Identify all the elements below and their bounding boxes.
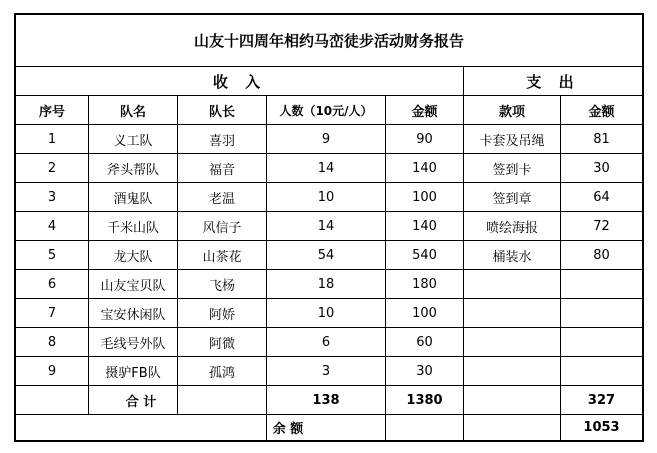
cell-expense-item bbox=[464, 270, 560, 298]
cell-expense-item: 签到章 bbox=[492, 191, 532, 207]
cell-people: 54 bbox=[317, 247, 335, 263]
cell-people: 10 bbox=[317, 189, 335, 205]
cell-income-amount: 140 bbox=[412, 218, 437, 234]
header-people: 人数（10元/人） bbox=[279, 103, 373, 118]
cell-people: 18 bbox=[317, 276, 335, 292]
cell-expense-item bbox=[464, 328, 560, 356]
cell-expense-item bbox=[464, 357, 560, 385]
cell-team: 毛线号外队 bbox=[100, 336, 166, 352]
cell-captain: 福音 bbox=[208, 162, 235, 178]
cell-team: 义工队 bbox=[113, 133, 153, 149]
cell-captain: 老温 bbox=[208, 191, 235, 207]
cell-expense-amount bbox=[561, 357, 642, 385]
cell-income-amount: 140 bbox=[412, 160, 437, 176]
cell-expense-amount bbox=[561, 328, 642, 356]
cell-expense-amount: 80 bbox=[593, 247, 610, 263]
cell-expense-item: 签到卡 bbox=[492, 162, 532, 178]
header-income-amount: 金额 bbox=[411, 104, 438, 120]
cell-expense-item: 桶装水 bbox=[492, 249, 532, 265]
header-expense-item: 款项 bbox=[498, 104, 525, 120]
cell-expense-amount: 72 bbox=[593, 218, 610, 234]
cell-income-amount: 100 bbox=[412, 189, 437, 205]
cell-income-amount: 540 bbox=[412, 247, 437, 263]
header-team: 队名 bbox=[119, 104, 146, 120]
cell-seq: 2 bbox=[47, 160, 57, 176]
cell-expense-amount: 64 bbox=[593, 189, 610, 205]
cell-captain: 阿微 bbox=[208, 336, 235, 352]
cell-team: 山友宝贝队 bbox=[100, 278, 166, 294]
cell-seq: 5 bbox=[47, 247, 57, 263]
header-expense-amount: 金额 bbox=[588, 104, 615, 120]
cell-expense-amount: 30 bbox=[593, 160, 610, 176]
cell-expense-item: 喷绘海报 bbox=[485, 220, 538, 236]
cell-expense-amount: 81 bbox=[593, 131, 610, 147]
cell-income-amount: 90 bbox=[416, 131, 433, 147]
cell-seq: 9 bbox=[47, 363, 57, 379]
cell-seq: 8 bbox=[47, 334, 57, 350]
cell-people: 14 bbox=[317, 160, 335, 176]
cell-seq: 3 bbox=[47, 189, 57, 205]
balance-label: 余 额 bbox=[272, 422, 304, 437]
cell-captain: 阿娇 bbox=[208, 307, 235, 323]
cell-expense-item: 卡套及吊绳 bbox=[479, 133, 545, 149]
total-label: 合 计 bbox=[125, 394, 157, 410]
cell-expense-amount bbox=[561, 270, 642, 298]
cell-people: 14 bbox=[317, 218, 335, 234]
total-expense-amount: 327 bbox=[587, 392, 616, 408]
cell-seq: 1 bbox=[47, 131, 57, 147]
cell-seq: 4 bbox=[47, 218, 57, 234]
expense-section-label: 支 出 bbox=[526, 72, 580, 91]
cell-people: 10 bbox=[317, 305, 335, 321]
header-seq: 序号 bbox=[38, 104, 65, 120]
cell-people: 6 bbox=[321, 334, 331, 350]
cell-captain: 山茶花 bbox=[202, 249, 242, 265]
cell-captain: 飞杨 bbox=[208, 278, 235, 294]
cell-people: 3 bbox=[321, 363, 331, 379]
cell-people: 9 bbox=[321, 131, 331, 147]
cell-captain: 风信子 bbox=[202, 220, 242, 236]
cell-expense-item bbox=[464, 299, 560, 327]
total-people: 138 bbox=[312, 392, 340, 408]
cell-seq: 6 bbox=[47, 276, 57, 292]
border-bottom bbox=[14, 440, 644, 442]
cell-seq: 7 bbox=[47, 305, 57, 321]
cell-expense-amount bbox=[561, 299, 642, 327]
border-right bbox=[642, 13, 644, 442]
cell-team: 摄驴FB队 bbox=[105, 365, 161, 381]
cell-team: 斧头帮队 bbox=[106, 162, 159, 178]
cell-team: 宝安休闲队 bbox=[100, 307, 166, 323]
cell-captain: 孤鸿 bbox=[208, 365, 235, 381]
balance-amount: 1053 bbox=[583, 420, 620, 435]
cell-team: 酒鬼队 bbox=[113, 191, 153, 207]
cell-income-amount: 100 bbox=[412, 305, 437, 321]
total-income-amount: 1380 bbox=[406, 392, 443, 408]
cell-team: 千米山队 bbox=[106, 220, 159, 236]
report-title: 山友十四周年相约马峦徒步活动财务报告 bbox=[193, 31, 464, 50]
cell-captain: 喜羽 bbox=[208, 133, 235, 149]
header-captain: 队长 bbox=[208, 104, 235, 120]
income-section-label: 收 入 bbox=[212, 72, 267, 91]
cell-income-amount: 180 bbox=[412, 276, 437, 292]
cell-income-amount: 60 bbox=[416, 334, 433, 350]
cell-income-amount: 30 bbox=[416, 363, 433, 379]
cell-team: 龙大队 bbox=[113, 249, 153, 265]
